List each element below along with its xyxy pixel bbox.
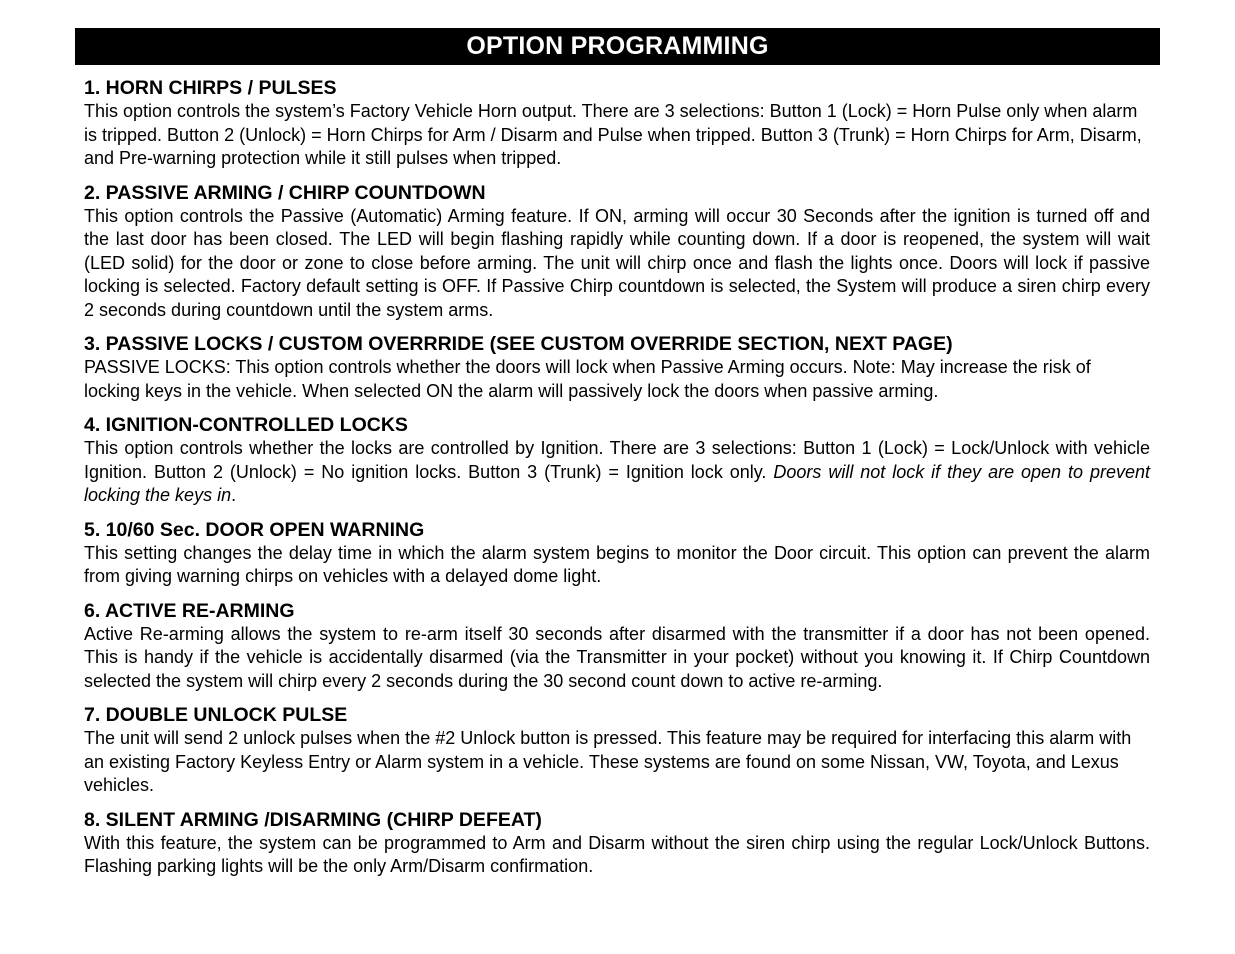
section-passive-arming [84, 181, 1150, 323]
section-body: This setting changes the delay time in which the alarm system begins to monitor the Door circuit. This option can prevent the alarm from giving warning chirps on vehicles with a delayed dome light. [84, 542, 1150, 586]
section-body [84, 437, 1150, 508]
section-body: The unit will send 2 unlock pulses when the #2 Unlock button is pressed. This feature may be required for interfacing this alarm with an existing Factory Keyless Entry or Alarm system in a vehicle. These systems are found on some Nissan, VW, Toyota, and Lexus vehicles. [84, 728, 1132, 795]
section-body-text: This option controls whether the locks are controlled by Ignition. There are 3 selections: Button 1 (Lock) = Lock/Unlock with vehicle Ignition. Button 2 (Unlock) = No ignition locks. Button 3 (Trunk) = Ignition lock only. [84, 438, 1150, 482]
section-silent-arming [84, 808, 1150, 879]
section-body-end: . [231, 485, 237, 505]
section-body: PASSIVE LOCKS: This option controls whether the doors will lock when Passive Arming occurs. Note: May increase the risk of locking keys in the vehicle. When selected ON the alarm will passively lock the doors when passive arming. [84, 357, 1091, 401]
section-body: Active Re-arming allows the system to re-arm itself 30 seconds after disarmed with the transmitter if a door has not been opened. This is handy if the vehicle is accidentally disarmed (via the Transmitter in your pocket) without you knowing it. If Chirp Countdown selected the system will chirp every 2 seconds during the 30 second count down to active re-arming. [84, 623, 1150, 691]
section-double-unlock [84, 703, 1150, 798]
section-heading: 4. IGNITION-CONTROLLED LOCKS [84, 414, 408, 436]
section-heading: 8. SILENT ARMING /DISARMING (CHIRP DEFEAT) [84, 808, 542, 831]
section-active-rearming [84, 599, 1150, 694]
section-heading: 2. PASSIVE ARMING / CHIRP COUNTDOWN [84, 181, 486, 204]
section-body-italic-note: Doors will not lock if they are open to prevent locking the keys in [84, 461, 1150, 505]
section-heading: 5. 10/60 Sec. DOOR OPEN WARNING [84, 518, 425, 541]
section-heading: 1. HORN CHIRPS / PULSES [84, 77, 337, 99]
section-horn-chirps [84, 76, 1150, 171]
section-body: This option controls the Passive (Automatic) Arming feature. If ON, arming will occur 30 Seconds after the ignition is turned off and the last door has been closed. The LED will begin flashing rapidly while counting down. If a door is reopened, the system will wait (LED solid) for the door or zone to close before arming. The unit will chirp once and flash the lights once. Doors will lock if passive locking is selected. Factory default setting is OFF. If Passive Chirp countdown is selected, the System will produce a siren chirp every 2 seconds during countdown until the system arms. [84, 205, 1150, 320]
section-ignition-locks [84, 413, 1150, 508]
section-passive-locks [84, 332, 1150, 403]
page-title: OPTION PROGRAMMING [75, 28, 1160, 65]
section-body: With this feature, the system can be programmed to Arm and Disarm without the siren chirp using the regular Lock/Unlock Buttons. Flashing parking lights will be the only Arm/Disarm confirmation. [84, 832, 1150, 876]
section-heading: 6. ACTIVE RE-ARMING [84, 599, 295, 622]
section-body: This option controls the system’s Factory Vehicle Horn output. There are 3 selections: Button 1 (Lock) = Horn Pulse only when alarm is tripped. Button 2 (Unlock) = Horn Chirps for Arm / Disarm and Pulse when tripped. Button 3 (Trunk) = Horn Chirps for Arm, Disarm, and Pre-warning protection while it still pulses when tripped. [84, 101, 1142, 168]
document-body [84, 76, 1150, 889]
section-door-open-warning [84, 518, 1150, 589]
section-heading: 7. DOUBLE UNLOCK PULSE [84, 704, 348, 726]
section-heading: 3. PASSIVE LOCKS / CUSTOM OVERRRIDE (SEE CUSTOM OVERRIDE SECTION, NEXT PAGE) [84, 333, 953, 355]
